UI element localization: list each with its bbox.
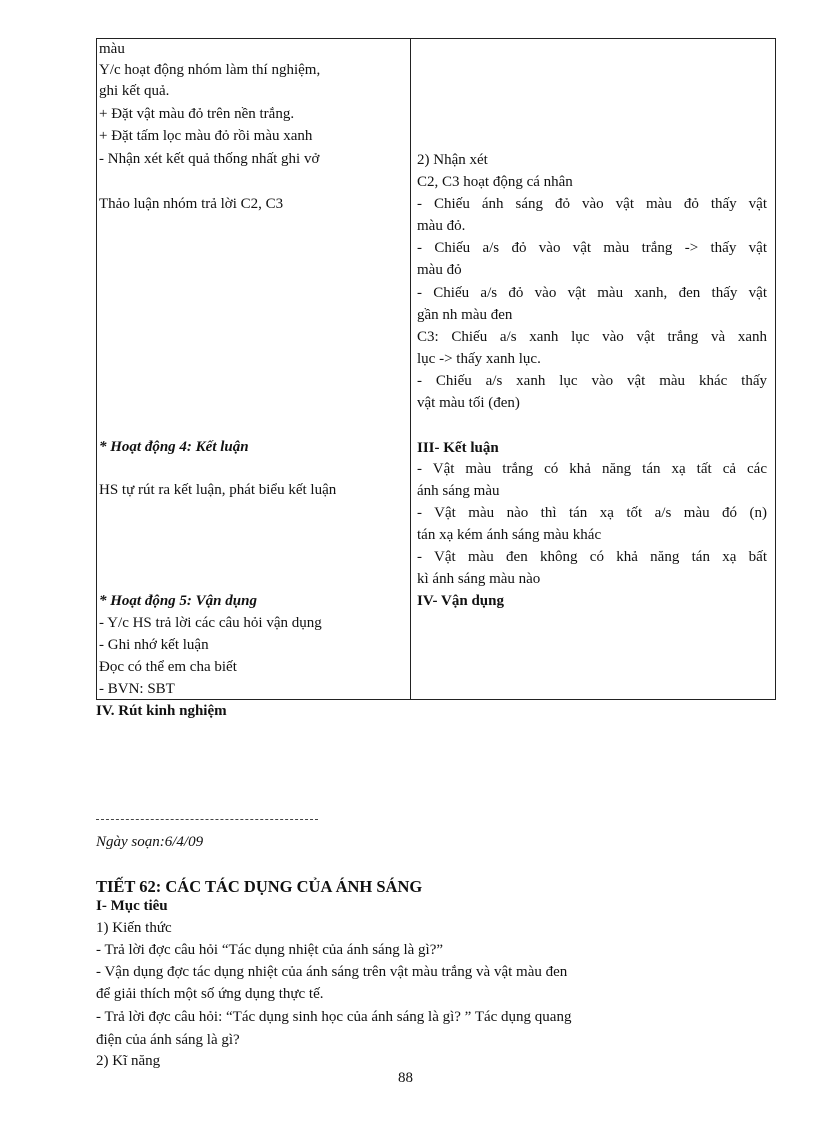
right-line: gần nh màu đen — [417, 307, 513, 323]
column-divider — [410, 39, 411, 699]
page-number: 88 — [398, 1070, 413, 1086]
right-line: - Chiếu a/s đỏ vào vật màu xanh, đen thấy vật — [417, 285, 767, 301]
right-line: lục -> thấy xanh lục. — [417, 351, 541, 367]
left-line: + Đặt vật màu đỏ trên nền trắng. — [99, 106, 295, 122]
conclusion-heading: III- Kết luận — [417, 440, 499, 456]
body-line: để giải thích một số ứng dụng thực tế. — [96, 986, 324, 1002]
left-line: - BVN: SBT — [99, 681, 175, 697]
right-line: vật màu tối (đen) — [417, 395, 520, 411]
lesson-title: TIẾT 62: CÁC TÁC DỤNG CỦA ÁNH SÁNG — [96, 877, 423, 896]
activity-5-heading: * Hoạt động 5: Vận dụng — [99, 593, 257, 609]
right-line: tán xạ kém ánh sáng màu khác — [417, 527, 602, 543]
left-line: Y/c hoạt động nhóm làm thí nghiệm, — [99, 62, 321, 78]
application-heading: IV- Vận dụng — [417, 593, 504, 609]
left-line: Đọc có thể em cha biết — [99, 659, 237, 675]
right-line: - Vật màu đen không có khả năng tán xạ bất — [417, 549, 767, 565]
activity-4-heading: * Hoạt động 4: Kết luận — [99, 439, 249, 455]
separator-line — [96, 819, 318, 820]
right-line: - Chiếu a/s đỏ vào vật màu trắng -> thấy vật — [417, 240, 767, 256]
left-line: ghi kết quả. — [99, 83, 170, 99]
body-line: - Trả lời đợc câu hỏi: “Tác dụng sinh học của ánh sáng là gì? ” Tác dụng quang — [96, 1009, 572, 1025]
left-line: - Y/c HS trả lời các câu hỏi vận dụng — [99, 615, 322, 631]
right-line: - Chiếu a/s xanh lục vào vật màu khác thấy — [417, 373, 767, 389]
experience-heading: IV. Rút kinh nghiệm — [96, 703, 227, 719]
right-line: - Vật màu nào thì tán xạ tốt a/s màu đó (n) — [417, 505, 767, 521]
prep-date: Ngày soạn:6/4/09 — [96, 834, 204, 850]
left-line: HS tự rút ra kết luận, phát biểu kết luận — [99, 482, 337, 498]
body-line: 1) Kiến thức — [96, 920, 172, 936]
right-line: C3: Chiếu a/s xanh lục vào vật trắng và xanh — [417, 329, 767, 345]
right-line: 2) Nhận xét — [417, 152, 488, 168]
body-line: 2) Kĩ năng — [96, 1053, 161, 1069]
right-line: ánh sáng màu — [417, 483, 500, 499]
right-line: màu đỏ — [417, 262, 462, 278]
left-line: + Đặt tấm lọc màu đỏ rồi màu xanh — [99, 128, 313, 144]
left-line: Thảo luận nhóm trả lời C2, C3 — [99, 196, 284, 212]
objectives-heading: I- Mục tiêu — [96, 898, 168, 914]
body-line: điện của ánh sáng là gì? — [96, 1032, 240, 1048]
right-line: màu đỏ. — [417, 218, 466, 234]
left-line: - Ghi nhớ kết luận — [99, 637, 209, 653]
right-line: kì ánh sáng màu nào — [417, 571, 541, 587]
body-line: - Trả lời đợc câu hỏi “Tác dụng nhiệt của ánh sáng là gì?” — [96, 942, 444, 958]
right-line: C2, C3 hoạt động cá nhân — [417, 174, 573, 190]
lesson-table — [96, 38, 776, 700]
left-line: - Nhận xét kết quả thống nhất ghi vở — [99, 151, 320, 167]
body-line: - Vận dụng đợc tác dụng nhiệt của ánh sáng trên vật màu trắng và vật màu đen — [96, 964, 568, 980]
right-line: - Chiếu ánh sáng đỏ vào vật màu đỏ thấy vật — [417, 196, 767, 212]
left-line: màu — [99, 41, 125, 57]
right-line: - Vật màu trắng có khả năng tán xạ tất cả các — [417, 461, 767, 477]
